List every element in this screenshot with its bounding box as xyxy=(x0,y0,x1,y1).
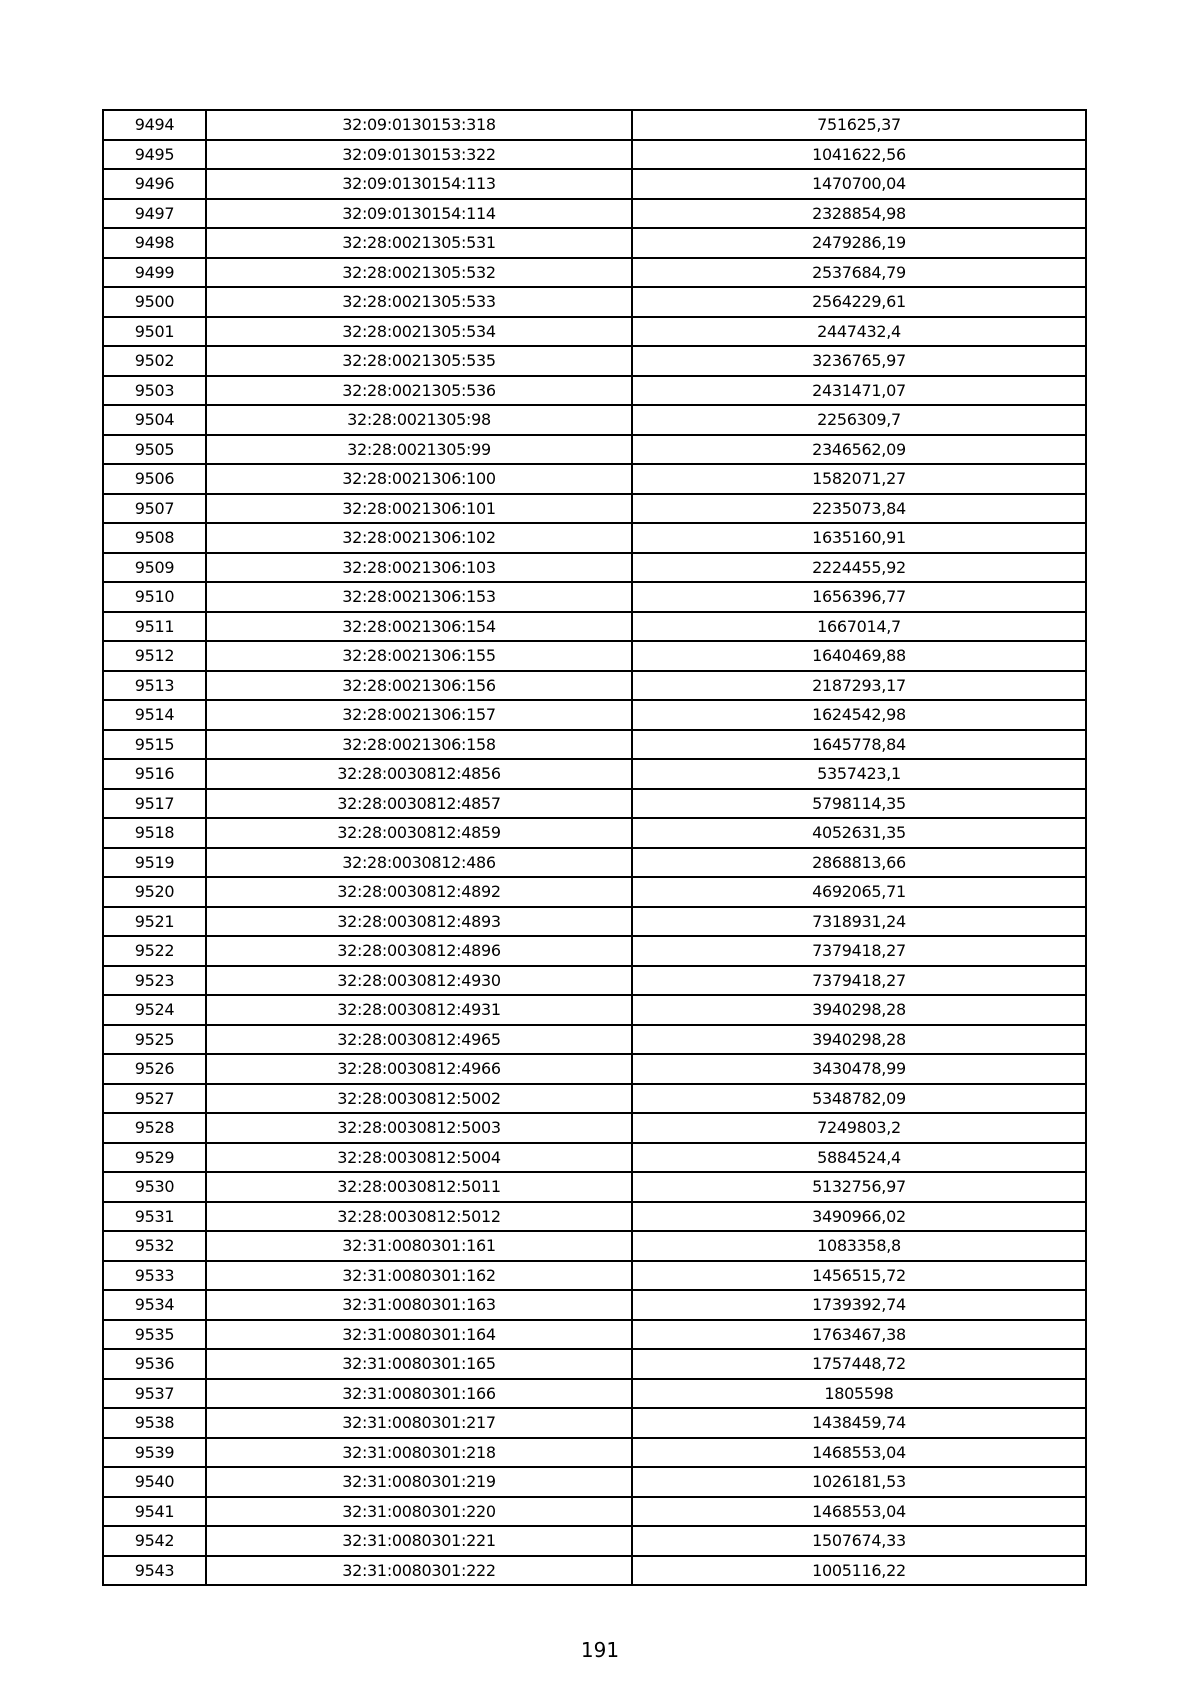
row-number-cell: 9522 xyxy=(103,936,206,966)
value-cell: 4052631,35 xyxy=(632,818,1086,848)
row-number-cell: 9497 xyxy=(103,199,206,229)
value-cell: 2431471,07 xyxy=(632,376,1086,406)
row-number-cell: 9518 xyxy=(103,818,206,848)
row-number-cell: 9529 xyxy=(103,1143,206,1173)
table-row xyxy=(103,818,1086,848)
value-cell: 2479286,19 xyxy=(632,228,1086,258)
table-row xyxy=(103,700,1086,730)
row-number-cell: 9542 xyxy=(103,1526,206,1556)
value-cell: 1005116,22 xyxy=(632,1556,1086,1586)
cadastral-number-cell: 32:28:0021305:98 xyxy=(206,405,632,435)
cadastral-number-cell: 32:28:0030812:5003 xyxy=(206,1113,632,1143)
row-number-cell: 9516 xyxy=(103,759,206,789)
table-row xyxy=(103,1467,1086,1497)
cadastral-number-cell: 32:31:0080301:222 xyxy=(206,1556,632,1586)
table-row xyxy=(103,1438,1086,1468)
table-row xyxy=(103,995,1086,1025)
row-number-cell: 9509 xyxy=(103,553,206,583)
row-number-cell: 9507 xyxy=(103,494,206,524)
row-number-cell: 9498 xyxy=(103,228,206,258)
row-number-cell: 9494 xyxy=(103,110,206,140)
table-row xyxy=(103,1349,1086,1379)
row-number-cell: 9537 xyxy=(103,1379,206,1409)
value-cell: 5357423,1 xyxy=(632,759,1086,789)
row-number-cell: 9521 xyxy=(103,907,206,937)
row-number-cell: 9523 xyxy=(103,966,206,996)
value-cell: 2537684,79 xyxy=(632,258,1086,288)
value-cell: 2346562,09 xyxy=(632,435,1086,465)
value-cell: 7249803,2 xyxy=(632,1113,1086,1143)
row-number-cell: 9519 xyxy=(103,848,206,878)
table-row xyxy=(103,110,1086,140)
cadastral-number-cell: 32:28:0030812:4893 xyxy=(206,907,632,937)
row-number-cell: 9539 xyxy=(103,1438,206,1468)
value-cell: 4692065,71 xyxy=(632,877,1086,907)
row-number-cell: 9514 xyxy=(103,700,206,730)
cadastral-number-cell: 32:31:0080301:165 xyxy=(206,1349,632,1379)
value-cell: 5348782,09 xyxy=(632,1084,1086,1114)
cadastral-number-cell: 32:28:0030812:4931 xyxy=(206,995,632,1025)
table-row xyxy=(103,346,1086,376)
cadastral-number-cell: 32:28:0021306:153 xyxy=(206,582,632,612)
table-row xyxy=(103,907,1086,937)
value-cell: 3430478,99 xyxy=(632,1054,1086,1084)
row-number-cell: 9530 xyxy=(103,1172,206,1202)
cadastral-number-cell: 32:28:0021306:100 xyxy=(206,464,632,494)
cadastral-number-cell: 32:28:0030812:4896 xyxy=(206,936,632,966)
cadastral-number-cell: 32:28:0030812:4892 xyxy=(206,877,632,907)
table-row xyxy=(103,966,1086,996)
value-cell: 1640469,88 xyxy=(632,641,1086,671)
row-number-cell: 9510 xyxy=(103,582,206,612)
value-cell: 1507674,33 xyxy=(632,1526,1086,1556)
row-number-cell: 9511 xyxy=(103,612,206,642)
value-cell: 1083358,8 xyxy=(632,1231,1086,1261)
value-cell: 5884524,4 xyxy=(632,1143,1086,1173)
value-cell: 1667014,7 xyxy=(632,612,1086,642)
cadastral-number-cell: 32:28:0030812:4965 xyxy=(206,1025,632,1055)
table-row xyxy=(103,1320,1086,1350)
table-row xyxy=(103,553,1086,583)
cadastral-number-cell: 32:28:0021305:532 xyxy=(206,258,632,288)
cadastral-number-cell: 32:28:0030812:4859 xyxy=(206,818,632,848)
cadastral-number-cell: 32:31:0080301:220 xyxy=(206,1497,632,1527)
row-number-cell: 9513 xyxy=(103,671,206,701)
table-row xyxy=(103,317,1086,347)
value-cell: 1456515,72 xyxy=(632,1261,1086,1291)
value-cell: 1635160,91 xyxy=(632,523,1086,553)
cadastral-number-cell: 32:31:0080301:221 xyxy=(206,1526,632,1556)
value-cell: 1470700,04 xyxy=(632,169,1086,199)
table-row xyxy=(103,523,1086,553)
cadastral-number-cell: 32:31:0080301:161 xyxy=(206,1231,632,1261)
row-number-cell: 9525 xyxy=(103,1025,206,1055)
cadastral-number-cell: 32:28:0021306:156 xyxy=(206,671,632,701)
cadastral-number-cell: 32:31:0080301:164 xyxy=(206,1320,632,1350)
table-row xyxy=(103,789,1086,819)
row-number-cell: 9495 xyxy=(103,140,206,170)
cadastral-number-cell: 32:28:0030812:4966 xyxy=(206,1054,632,1084)
table-row xyxy=(103,1526,1086,1556)
table-row xyxy=(103,376,1086,406)
cadastral-number-cell: 32:28:0021306:102 xyxy=(206,523,632,553)
value-cell: 3940298,28 xyxy=(632,1025,1086,1055)
value-cell: 7379418,27 xyxy=(632,936,1086,966)
cadastral-number-cell: 32:28:0030812:5012 xyxy=(206,1202,632,1232)
value-cell: 2187293,17 xyxy=(632,671,1086,701)
cadastral-number-cell: 32:28:0021306:155 xyxy=(206,641,632,671)
row-number-cell: 9499 xyxy=(103,258,206,288)
table-row xyxy=(103,1290,1086,1320)
table-row xyxy=(103,258,1086,288)
table-row xyxy=(103,1379,1086,1409)
table-row xyxy=(103,1143,1086,1173)
cadastral-number-cell: 32:28:0030812:5004 xyxy=(206,1143,632,1173)
cadastral-number-cell: 32:28:0030812:486 xyxy=(206,848,632,878)
value-cell: 1026181,53 xyxy=(632,1467,1086,1497)
row-number-cell: 9500 xyxy=(103,287,206,317)
cadastral-number-cell: 32:28:0021306:154 xyxy=(206,612,632,642)
value-cell: 2256309,7 xyxy=(632,405,1086,435)
table-row xyxy=(103,582,1086,612)
cadastral-number-cell: 32:31:0080301:217 xyxy=(206,1408,632,1438)
value-cell: 2328854,98 xyxy=(632,199,1086,229)
table-row xyxy=(103,1556,1086,1586)
value-cell: 1645778,84 xyxy=(632,730,1086,760)
table-row xyxy=(103,287,1086,317)
table-row xyxy=(103,1084,1086,1114)
cadastral-number-cell: 32:28:0021306:103 xyxy=(206,553,632,583)
table-row xyxy=(103,1408,1086,1438)
value-cell: 1041622,56 xyxy=(632,140,1086,170)
row-number-cell: 9506 xyxy=(103,464,206,494)
row-number-cell: 9505 xyxy=(103,435,206,465)
value-cell: 1656396,77 xyxy=(632,582,1086,612)
table-row xyxy=(103,435,1086,465)
row-number-cell: 9515 xyxy=(103,730,206,760)
value-cell: 1739392,74 xyxy=(632,1290,1086,1320)
row-number-cell: 9531 xyxy=(103,1202,206,1232)
page-number: 191 xyxy=(580,1638,620,1662)
row-number-cell: 9535 xyxy=(103,1320,206,1350)
cadastral-number-cell: 32:09:0130153:318 xyxy=(206,110,632,140)
cadastral-number-cell: 32:28:0030812:4856 xyxy=(206,759,632,789)
table-row xyxy=(103,1172,1086,1202)
value-cell: 1468553,04 xyxy=(632,1497,1086,1527)
row-number-cell: 9503 xyxy=(103,376,206,406)
cadastral-number-cell: 32:28:0021305:533 xyxy=(206,287,632,317)
row-number-cell: 9536 xyxy=(103,1349,206,1379)
value-cell: 2564229,61 xyxy=(632,287,1086,317)
table-row xyxy=(103,877,1086,907)
table-row xyxy=(103,1202,1086,1232)
row-number-cell: 9543 xyxy=(103,1556,206,1586)
cadastral-number-cell: 32:28:0021305:99 xyxy=(206,435,632,465)
value-cell: 1757448,72 xyxy=(632,1349,1086,1379)
row-number-cell: 9504 xyxy=(103,405,206,435)
row-number-cell: 9517 xyxy=(103,789,206,819)
table-row xyxy=(103,228,1086,258)
cadastral-number-cell: 32:31:0080301:166 xyxy=(206,1379,632,1409)
table-row xyxy=(103,464,1086,494)
table-row xyxy=(103,641,1086,671)
row-number-cell: 9526 xyxy=(103,1054,206,1084)
value-cell: 1624542,98 xyxy=(632,700,1086,730)
cadastral-number-cell: 32:28:0030812:5002 xyxy=(206,1084,632,1114)
value-cell: 5132756,97 xyxy=(632,1172,1086,1202)
value-cell: 7379418,27 xyxy=(632,966,1086,996)
value-cell: 1438459,74 xyxy=(632,1408,1086,1438)
row-number-cell: 9532 xyxy=(103,1231,206,1261)
cadastral-number-cell: 32:09:0130154:114 xyxy=(206,199,632,229)
row-number-cell: 9501 xyxy=(103,317,206,347)
value-cell: 5798114,35 xyxy=(632,789,1086,819)
cadastral-number-cell: 32:28:0021305:536 xyxy=(206,376,632,406)
table-row xyxy=(103,1113,1086,1143)
cadastral-number-cell: 32:28:0021305:535 xyxy=(206,346,632,376)
value-cell: 2235073,84 xyxy=(632,494,1086,524)
cadastral-value-table xyxy=(102,109,1087,1586)
table-row xyxy=(103,936,1086,966)
row-number-cell: 9541 xyxy=(103,1497,206,1527)
table-row xyxy=(103,405,1086,435)
row-number-cell: 9538 xyxy=(103,1408,206,1438)
table-row xyxy=(103,730,1086,760)
table-row xyxy=(103,1261,1086,1291)
table-row xyxy=(103,1054,1086,1084)
table-row xyxy=(103,199,1086,229)
table-row xyxy=(103,1231,1086,1261)
table-body xyxy=(103,110,1086,1585)
row-number-cell: 9502 xyxy=(103,346,206,376)
value-cell: 3490966,02 xyxy=(632,1202,1086,1232)
cadastral-number-cell: 32:28:0030812:4930 xyxy=(206,966,632,996)
cadastral-number-cell: 32:28:0021306:101 xyxy=(206,494,632,524)
value-cell: 2224455,92 xyxy=(632,553,1086,583)
value-cell: 7318931,24 xyxy=(632,907,1086,937)
value-cell: 3940298,28 xyxy=(632,995,1086,1025)
row-number-cell: 9534 xyxy=(103,1290,206,1320)
cadastral-number-cell: 32:28:0021305:534 xyxy=(206,317,632,347)
cadastral-number-cell: 32:31:0080301:163 xyxy=(206,1290,632,1320)
table-row xyxy=(103,759,1086,789)
table-row xyxy=(103,1025,1086,1055)
value-cell: 3236765,97 xyxy=(632,346,1086,376)
cadastral-number-cell: 32:28:0030812:5011 xyxy=(206,1172,632,1202)
cadastral-number-cell: 32:28:0021306:157 xyxy=(206,700,632,730)
cadastral-number-cell: 32:09:0130153:322 xyxy=(206,140,632,170)
table-row xyxy=(103,671,1086,701)
row-number-cell: 9496 xyxy=(103,169,206,199)
row-number-cell: 9520 xyxy=(103,877,206,907)
row-number-cell: 9540 xyxy=(103,1467,206,1497)
value-cell: 751625,37 xyxy=(632,110,1086,140)
row-number-cell: 9528 xyxy=(103,1113,206,1143)
table-row xyxy=(103,1497,1086,1527)
table-row xyxy=(103,848,1086,878)
value-cell: 1582071,27 xyxy=(632,464,1086,494)
value-cell: 2868813,66 xyxy=(632,848,1086,878)
value-cell: 1763467,38 xyxy=(632,1320,1086,1350)
cadastral-number-cell: 32:31:0080301:218 xyxy=(206,1438,632,1468)
table-row xyxy=(103,494,1086,524)
cadastral-number-cell: 32:28:0021305:531 xyxy=(206,228,632,258)
value-cell: 1468553,04 xyxy=(632,1438,1086,1468)
cadastral-number-cell: 32:31:0080301:162 xyxy=(206,1261,632,1291)
row-number-cell: 9524 xyxy=(103,995,206,1025)
cadastral-number-cell: 32:31:0080301:219 xyxy=(206,1467,632,1497)
row-number-cell: 9527 xyxy=(103,1084,206,1114)
row-number-cell: 9533 xyxy=(103,1261,206,1291)
table-row xyxy=(103,612,1086,642)
cadastral-number-cell: 32:28:0030812:4857 xyxy=(206,789,632,819)
cadastral-number-cell: 32:09:0130154:113 xyxy=(206,169,632,199)
table-row xyxy=(103,140,1086,170)
cadastral-number-cell: 32:28:0021306:158 xyxy=(206,730,632,760)
row-number-cell: 9508 xyxy=(103,523,206,553)
row-number-cell: 9512 xyxy=(103,641,206,671)
table-row xyxy=(103,169,1086,199)
value-cell: 1805598 xyxy=(632,1379,1086,1409)
value-cell: 2447432,4 xyxy=(632,317,1086,347)
